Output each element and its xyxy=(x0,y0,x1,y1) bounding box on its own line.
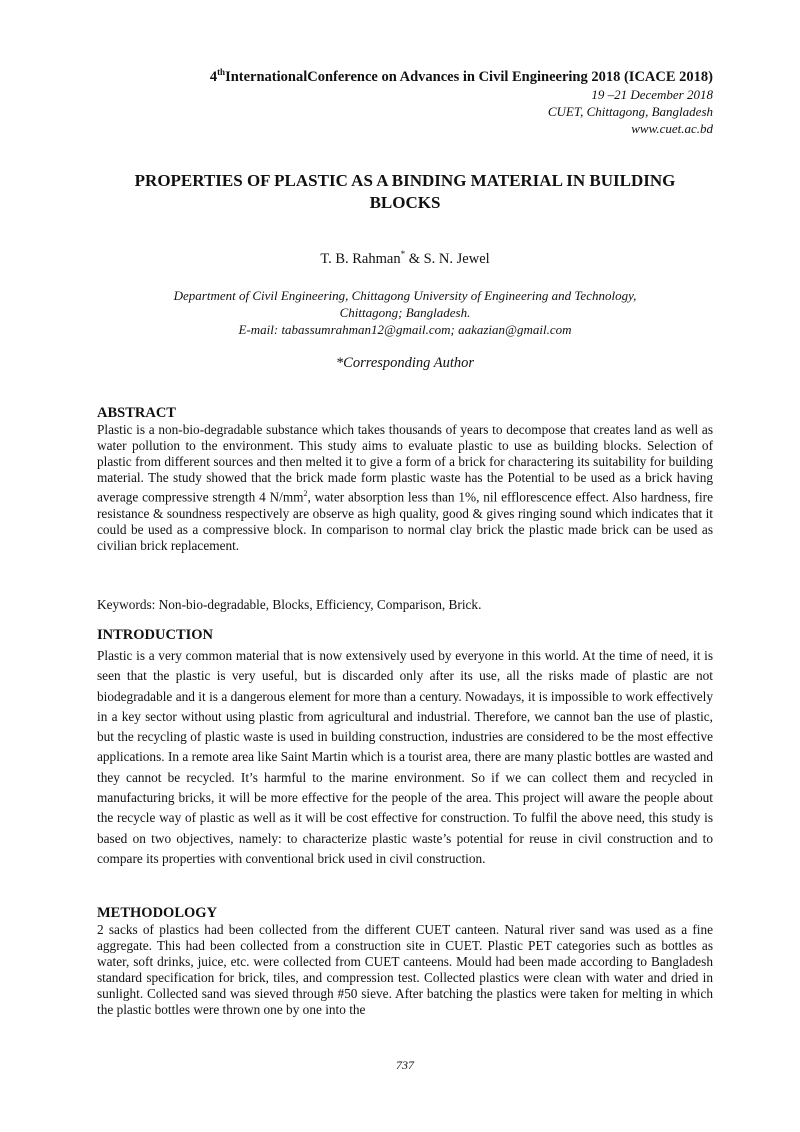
keywords: Keywords: Non-bio-degradable, Blocks, Efficiency, Comparison, Brick. xyxy=(97,597,482,612)
conference-location: CUET, Chittagong, Bangladesh xyxy=(547,103,713,119)
conference-header xyxy=(210,64,713,137)
paper-title: PROPERTIES OF PLASTIC AS A BINDING MATERIAL IN BUILDING BLOCKS xyxy=(134,171,676,212)
affiliation: Department of Civil Engineering, Chittagong University of Engineering and Technology, Chittagong; Bangladesh. E-mail: tabassumrahman12@gmail.com; aakazian@gmail.com xyxy=(97,287,713,338)
conference-title: 4thInternationalConference on Advances in Civil Engineering 2018 (ICACE 2018) xyxy=(209,67,713,85)
conference-website: www.cuet.ac.bd xyxy=(631,120,713,136)
introduction-heading: INTRODUCTION xyxy=(97,627,214,643)
abstract-text: Plastic is a non-bio-degradable substance which takes thousands of years to decompose that creates land as well as water pollution to the environment. This study aims to evaluate plastic to use as building blocks. Selection of plastic from different sources and then melted it to give a form of a brick for charactering its suitability for building material. The study showed that the brick made form plastic waste has the Potential to be used as a brick having average compressive strength 4 $N/mm^2$, water absorption less than 1%, nil efflorescence effect. Also hardness, fire resistance & soundness respectively are observe as high quality, good & gives ringing sound which indicates that it could be used as a compressive block. In comparison to normal clay brick the plastic made brick can be used as civilian brick replacement. xyxy=(97,422,713,554)
abstract-heading: ABSTRACT xyxy=(97,405,176,421)
methodology-heading: METHODOLOGY xyxy=(97,905,218,921)
author-list: T. B. Rahman* & S. N. Jewel xyxy=(320,249,490,267)
methodology-text: 2 sacks of plastics had been collected from the different CUET canteen. Natural river sand was used as a fine aggregate. This had been collected from a construction site in CUET. Plastic PET categories such as bottles as water, soft drinks, juice, etc. were collected from CUET canteens. Mould had been made according to Bangladesh standard specification for brick, tiles, and compression test. Collected plastics were clean with water and dried in sunlight. Collected sand was sieved through #50 sieve. After batching the plastics were taken for melting in which the plastic bottles were thrown one by one into the xyxy=(97,922,713,1018)
conference-dates: 19 –21 December 2018 xyxy=(591,86,713,102)
corresponding-note: *Corresponding Author xyxy=(335,355,475,371)
page-number: 737 xyxy=(396,1058,414,1072)
email-line: E-mail: tabassumrahman12@gmail.com; aakazian@gmail.com xyxy=(238,322,572,337)
introduction-text: Plastic is a very common material that is now extensively used by everyone in this world. At the time of need, it is seen that the plastic is very useful, but is discarded only after its use, all the risks made of plastic are not biodegradable and it is a dangerous element for more than a century. Nowadays, it is impossible to work effectively in a key sector without using plastic from agricultural and industrial. Therefore, we cannot ban the use of plastic, but the recycling of plastic waste is used in building construction, industries are considered to be the most effective applications. In a remote area like Saint Martin which is a tourist area, there are many plastic bottles are wasted and they cannot be recycled. It’s harmful to the marine environment. So if we can collect them and recycled in manufacturing bricks, it will be more effective for the people of the area. This project will aware the people about the recycle way of plastic as well as it will be cost effective for construction. To fulfil the above need, this study is based on two objectives, namely: to characterize plastic waste’s potential for reuse in civil construction and to compare its properties with conventional brick used in civil construction. xyxy=(97,648,713,866)
